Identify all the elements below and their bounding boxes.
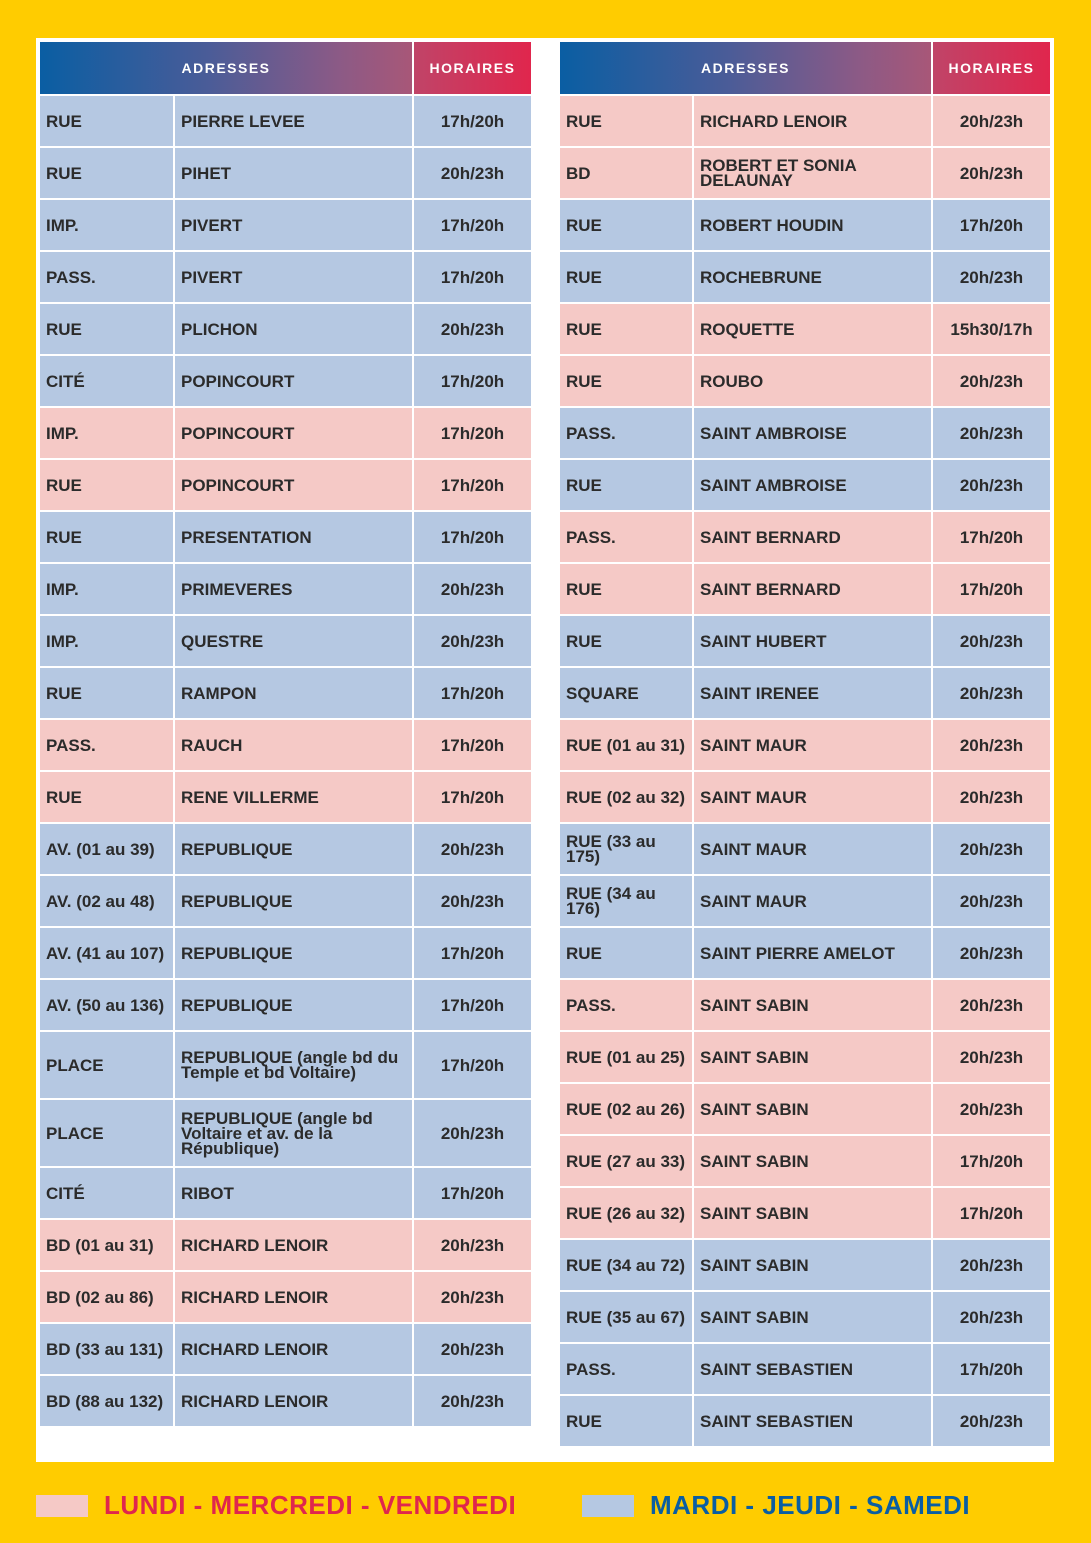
street-type-cell: BD (88 au 132): [39, 1375, 174, 1427]
table-row: [559, 1291, 1051, 1343]
schedule-cell: 20h/23h: [413, 1375, 532, 1427]
street-name-cell: SAINT BERNARD: [693, 563, 932, 615]
street-type-cell: CITÉ: [39, 355, 174, 407]
street-name-cell: RENE VILLERME: [174, 771, 413, 823]
legend-pink-swatch: [36, 1495, 88, 1517]
street-type-cell: AV. (01 au 39): [39, 823, 174, 875]
street-name-cell: SAINT SEBASTIEN: [693, 1343, 932, 1395]
street-type-cell: PASS.: [39, 251, 174, 303]
street-name-cell: PIHET: [174, 147, 413, 199]
schedule-cell: 15h30/17h: [932, 303, 1051, 355]
schedule-cell: 17h/20h: [413, 511, 532, 563]
schedule-cell: 20h/23h: [932, 1291, 1051, 1343]
street-name-cell: SAINT SABIN: [693, 1083, 932, 1135]
schedule-cell: 17h/20h: [932, 1135, 1051, 1187]
street-name-cell: REPUBLIQUE: [174, 875, 413, 927]
schedule-header: HORAIRES: [932, 41, 1051, 95]
street-type-cell: RUE (27 au 33): [559, 1135, 693, 1187]
schedule-cell: 20h/23h: [413, 1271, 532, 1323]
table-row: [559, 563, 1051, 615]
table-row: [559, 1239, 1051, 1291]
table-row: [559, 1135, 1051, 1187]
street-name-cell: RIBOT: [174, 1167, 413, 1219]
street-name-cell: SAINT SABIN: [693, 1031, 932, 1083]
street-name-cell: SAINT MAUR: [693, 771, 932, 823]
schedule-cell: 17h/20h: [932, 199, 1051, 251]
table-row: [39, 1375, 532, 1427]
table-row: [559, 511, 1051, 563]
street-type-cell: RUE: [559, 927, 693, 979]
table-row: [559, 303, 1051, 355]
table-row: [559, 875, 1051, 927]
street-type-cell: RUE: [559, 355, 693, 407]
table-row: [39, 927, 532, 979]
street-type-cell: BD (02 au 86): [39, 1271, 174, 1323]
schedule-cell: 17h/20h: [413, 1031, 532, 1099]
schedule-cell: 20h/23h: [932, 979, 1051, 1031]
street-type-cell: RUE (33 au 175): [559, 823, 693, 875]
table-row: [559, 771, 1051, 823]
street-type-cell: RUE: [559, 95, 693, 147]
street-type-cell: RUE (34 au 72): [559, 1239, 693, 1291]
street-type-cell: RUE: [559, 303, 693, 355]
street-type-cell: PASS.: [39, 719, 174, 771]
street-type-cell: RUE: [39, 95, 174, 147]
street-name-cell: SAINT BERNARD: [693, 511, 932, 563]
table-row: [39, 251, 532, 303]
street-name-cell: SAINT MAUR: [693, 823, 932, 875]
schedule-cell: 20h/23h: [932, 1239, 1051, 1291]
street-type-cell: AV. (02 au 48): [39, 875, 174, 927]
street-name-cell: SAINT SABIN: [693, 1291, 932, 1343]
street-name-cell: REPUBLIQUE (angle bd du Temple et bd Voltaire): [174, 1031, 413, 1099]
schedule-cell: 20h/23h: [932, 927, 1051, 979]
legend-blue: [582, 1490, 970, 1521]
street-name-cell: SAINT SABIN: [693, 1187, 932, 1239]
table-row: [559, 615, 1051, 667]
schedule-cell: 20h/23h: [413, 875, 532, 927]
table-row: [39, 563, 532, 615]
schedule-cell: 17h/20h: [932, 1187, 1051, 1239]
table-row: [39, 1219, 532, 1271]
table-row: [559, 251, 1051, 303]
schedule-cell: 20h/23h: [413, 615, 532, 667]
schedule-cell: 17h/20h: [413, 199, 532, 251]
legend-pink-label: LUNDI - MERCREDI - VENDREDI: [104, 1490, 517, 1520]
schedule-cell: 17h/20h: [413, 927, 532, 979]
street-name-cell: RICHARD LENOIR: [693, 95, 932, 147]
table-row: [559, 823, 1051, 875]
schedule-cell: 20h/23h: [413, 823, 532, 875]
street-type-cell: RUE: [39, 303, 174, 355]
schedule-cell: 17h/20h: [413, 1167, 532, 1219]
schedule-cell: 20h/23h: [932, 355, 1051, 407]
table-row: [39, 979, 532, 1031]
street-name-cell: RAMPON: [174, 667, 413, 719]
street-name-cell: SAINT SABIN: [693, 979, 932, 1031]
street-type-cell: RUE: [559, 615, 693, 667]
schedule-cell: 20h/23h: [932, 823, 1051, 875]
table-row: [39, 1323, 532, 1375]
street-name-cell: QUESTRE: [174, 615, 413, 667]
schedule-cell: 17h/20h: [413, 979, 532, 1031]
table-row: [559, 1031, 1051, 1083]
schedule-cell: 20h/23h: [413, 147, 532, 199]
street-type-cell: IMP.: [39, 563, 174, 615]
table-row: [39, 511, 532, 563]
street-name-cell: PRESENTATION: [174, 511, 413, 563]
schedule-table-left: [38, 40, 533, 1428]
legend-pink: [36, 1490, 516, 1521]
table-row: [39, 1167, 532, 1219]
street-type-cell: RUE: [559, 199, 693, 251]
schedule-cell: 20h/23h: [932, 1031, 1051, 1083]
schedule-cell: 17h/20h: [413, 407, 532, 459]
schedule-cell: 20h/23h: [413, 563, 532, 615]
street-name-cell: ROCHEBRUNE: [693, 251, 932, 303]
table-row: [39, 355, 532, 407]
street-name-cell: RICHARD LENOIR: [174, 1219, 413, 1271]
street-type-cell: RUE: [39, 147, 174, 199]
schedule-cell: 17h/20h: [932, 511, 1051, 563]
street-type-cell: IMP.: [39, 199, 174, 251]
street-name-cell: PRIMEVERES: [174, 563, 413, 615]
street-name-cell: PIERRE LEVEE: [174, 95, 413, 147]
schedule-cell: 20h/23h: [932, 667, 1051, 719]
table-row: [39, 95, 532, 147]
street-type-cell: IMP.: [39, 407, 174, 459]
schedule-cell: 17h/20h: [413, 771, 532, 823]
schedule-table-right: [558, 40, 1052, 1448]
street-type-cell: RUE: [559, 459, 693, 511]
street-type-cell: CITÉ: [39, 1167, 174, 1219]
table-row: [39, 615, 532, 667]
street-name-cell: PLICHON: [174, 303, 413, 355]
street-type-cell: RUE (02 au 26): [559, 1083, 693, 1135]
table-row: [39, 1271, 532, 1323]
table-row: [559, 667, 1051, 719]
schedule-cell: 20h/23h: [932, 1395, 1051, 1447]
table-row: [39, 771, 532, 823]
legend-blue-swatch: [582, 1495, 634, 1517]
table-row: [39, 823, 532, 875]
street-name-cell: ROUBO: [693, 355, 932, 407]
street-type-cell: RUE: [559, 563, 693, 615]
street-type-cell: RUE: [39, 459, 174, 511]
street-type-cell: RUE (02 au 32): [559, 771, 693, 823]
street-type-cell: PLACE: [39, 1031, 174, 1099]
table-row: [39, 407, 532, 459]
schedule-cell: 17h/20h: [413, 459, 532, 511]
street-type-cell: BD: [559, 147, 693, 199]
street-name-cell: SAINT AMBROISE: [693, 407, 932, 459]
street-type-cell: PASS.: [559, 979, 693, 1031]
street-type-cell: PASS.: [559, 1343, 693, 1395]
table-row: [559, 199, 1051, 251]
schedule-cell: 17h/20h: [413, 95, 532, 147]
schedule-cell: 17h/20h: [413, 667, 532, 719]
street-type-cell: RUE (01 au 31): [559, 719, 693, 771]
addresses-header: ADRESSES: [559, 41, 932, 95]
street-type-cell: IMP.: [39, 615, 174, 667]
street-name-cell: REPUBLIQUE: [174, 927, 413, 979]
street-type-cell: PLACE: [39, 1099, 174, 1167]
street-name-cell: REPUBLIQUE: [174, 823, 413, 875]
street-type-cell: RUE: [39, 771, 174, 823]
table-row: [559, 1395, 1051, 1447]
table-row: [39, 875, 532, 927]
schedule-cell: 20h/23h: [932, 875, 1051, 927]
street-name-cell: PIVERT: [174, 199, 413, 251]
table-row: [559, 1083, 1051, 1135]
schedule-cell: 20h/23h: [413, 1323, 532, 1375]
table-row: [559, 95, 1051, 147]
street-name-cell: SAINT SEBASTIEN: [693, 1395, 932, 1447]
street-name-cell: RICHARD LENOIR: [174, 1375, 413, 1427]
street-type-cell: RUE (01 au 25): [559, 1031, 693, 1083]
schedule-cell: 20h/23h: [932, 719, 1051, 771]
street-name-cell: SAINT MAUR: [693, 875, 932, 927]
table-row: [39, 1031, 532, 1099]
street-type-cell: RUE: [559, 1395, 693, 1447]
street-name-cell: SAINT HUBERT: [693, 615, 932, 667]
street-type-cell: AV. (41 au 107): [39, 927, 174, 979]
street-name-cell: SAINT MAUR: [693, 719, 932, 771]
schedule-cell: 17h/20h: [413, 719, 532, 771]
street-type-cell: AV. (50 au 136): [39, 979, 174, 1031]
schedule-cell: 20h/23h: [932, 95, 1051, 147]
street-type-cell: SQUARE: [559, 667, 693, 719]
street-type-cell: PASS.: [559, 511, 693, 563]
table-row: [39, 667, 532, 719]
street-name-cell: ROBERT HOUDIN: [693, 199, 932, 251]
table-row: [559, 355, 1051, 407]
table-row: [39, 1099, 532, 1167]
street-name-cell: SAINT SABIN: [693, 1239, 932, 1291]
schedule-header: HORAIRES: [413, 41, 532, 95]
table-row: [559, 1187, 1051, 1239]
street-name-cell: RICHARD LENOIR: [174, 1323, 413, 1375]
table-row: [39, 719, 532, 771]
street-name-cell: SAINT PIERRE AMELOT: [693, 927, 932, 979]
table-row: [559, 979, 1051, 1031]
schedule-cell: 17h/20h: [413, 355, 532, 407]
schedule-cell: 20h/23h: [932, 459, 1051, 511]
table-row: [559, 719, 1051, 771]
street-type-cell: RUE (35 au 67): [559, 1291, 693, 1343]
schedule-cell: 20h/23h: [932, 1083, 1051, 1135]
street-type-cell: RUE (34 au 176): [559, 875, 693, 927]
street-name-cell: PIVERT: [174, 251, 413, 303]
street-type-cell: BD (01 au 31): [39, 1219, 174, 1271]
schedule-cell: 20h/23h: [932, 251, 1051, 303]
table-row: [559, 147, 1051, 199]
street-name-cell: POPINCOURT: [174, 407, 413, 459]
schedule-cell: 17h/20h: [932, 563, 1051, 615]
legend-blue-label: MARDI - JEUDI - SAMEDI: [650, 1490, 971, 1520]
street-type-cell: RUE: [39, 511, 174, 563]
schedule-cell: 20h/23h: [413, 1099, 532, 1167]
street-name-cell: RAUCH: [174, 719, 413, 771]
table-row: [559, 927, 1051, 979]
table-row: [39, 199, 532, 251]
street-name-cell: RICHARD LENOIR: [174, 1271, 413, 1323]
street-name-cell: SAINT SABIN: [693, 1135, 932, 1187]
street-type-cell: RUE: [39, 667, 174, 719]
street-name-cell: ROBERT ET SONIA DELAUNAY: [693, 147, 932, 199]
street-name-cell: REPUBLIQUE: [174, 979, 413, 1031]
addresses-header: ADRESSES: [39, 41, 413, 95]
street-name-cell: ROQUETTE: [693, 303, 932, 355]
schedule-cell: 20h/23h: [932, 407, 1051, 459]
schedule-cell: 17h/20h: [413, 251, 532, 303]
schedule-cell: 20h/23h: [932, 771, 1051, 823]
table-row: [559, 459, 1051, 511]
schedule-cell: 17h/20h: [932, 1343, 1051, 1395]
street-type-cell: PASS.: [559, 407, 693, 459]
table-row: [559, 1343, 1051, 1395]
schedule-cell: 20h/23h: [932, 147, 1051, 199]
street-name-cell: REPUBLIQUE (angle bd Voltaire et av. de la République): [174, 1099, 413, 1167]
table-row: [39, 459, 532, 511]
schedule-cell: 20h/23h: [413, 303, 532, 355]
schedule-cell: 20h/23h: [413, 1219, 532, 1271]
table-row: [559, 407, 1051, 459]
street-type-cell: RUE: [559, 251, 693, 303]
street-name-cell: SAINT AMBROISE: [693, 459, 932, 511]
street-name-cell: SAINT IRENEE: [693, 667, 932, 719]
schedule-cell: 20h/23h: [932, 615, 1051, 667]
street-type-cell: BD (33 au 131): [39, 1323, 174, 1375]
street-type-cell: RUE (26 au 32): [559, 1187, 693, 1239]
street-name-cell: POPINCOURT: [174, 459, 413, 511]
street-name-cell: POPINCOURT: [174, 355, 413, 407]
table-row: [39, 147, 532, 199]
table-row: [39, 303, 532, 355]
